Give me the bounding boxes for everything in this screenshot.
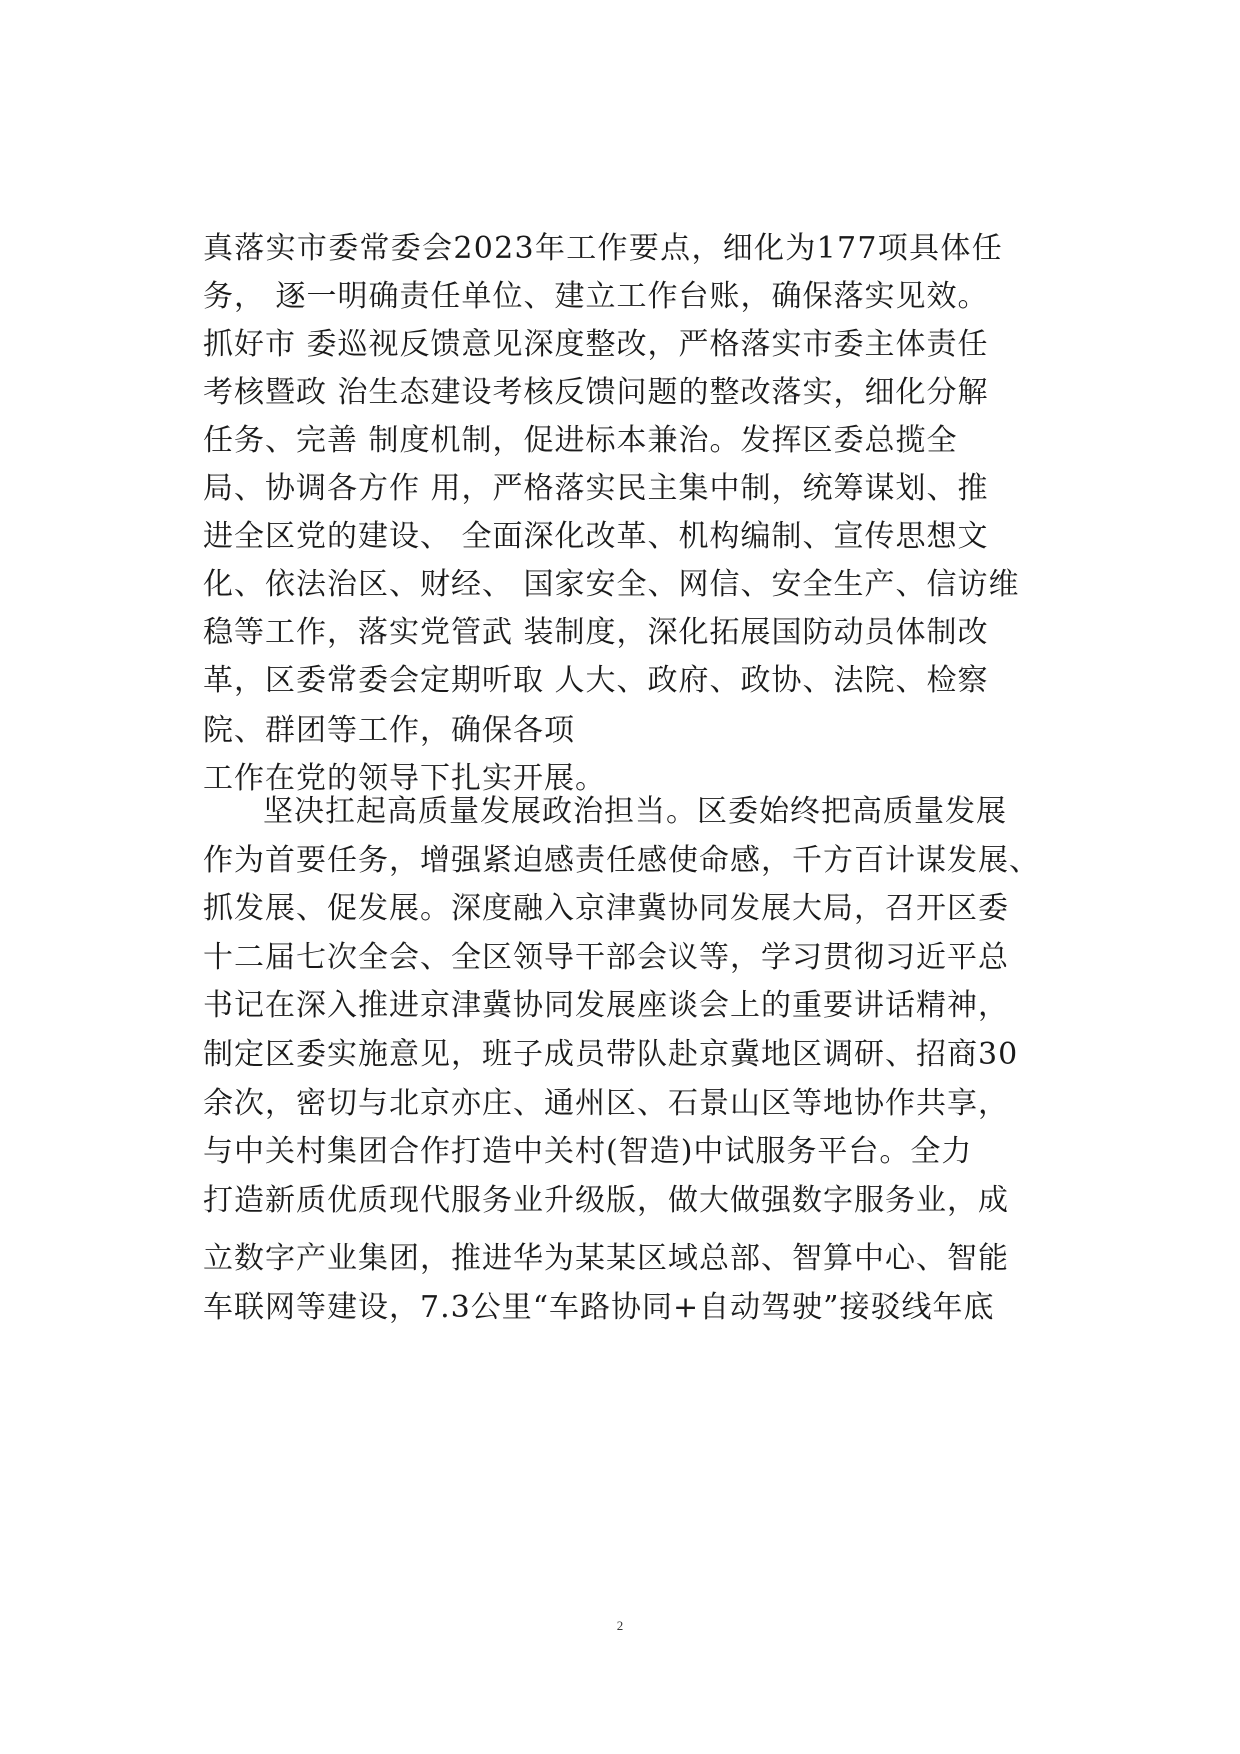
text-line: 立数字产业集团，推进华为某某区域总部、智算中心、智能: [203, 1241, 1009, 1277]
paragraph-2: [203, 788, 1083, 1333]
text-line: 局、协调各方作 用，严格落实民主集中制，统筹谋划、推: [203, 471, 989, 506]
text-line: 考核暨政 治生态建设考核反馈问题的整改落实，细化分解: [203, 375, 989, 410]
text-line: 工作在党的领导下扎实开展。: [203, 761, 606, 796]
text-line: 制定区委实施意见，班子成员带队赴京冀地区调研、招商30: [203, 1036, 1019, 1072]
text-line: 坚决扛起高质量发展政治担当。区委始终把高质量发展: [263, 794, 1007, 829]
paragraph-1: [203, 225, 1083, 803]
text-line: 务， 逐一明确责任单位、建立工作台账，确保落实见效。: [203, 279, 989, 314]
text-line: 余次，密切与北京亦庄、通州区、石景山区等地协作共享，: [203, 1085, 1009, 1121]
text-line: 化、依法治区、财经、 国家安全、网信、安全生产、信访维: [203, 567, 1020, 602]
text-line: 进全区党的建设、 全面深化改革、机构编制、宣传思想文: [203, 519, 989, 554]
text-line: 书记在深入推进京津冀协同发展座谈会上的重要讲话精神，: [203, 988, 1009, 1024]
text-line: 车联网等建设，7.3公里“车路协同+自动驾驶”接驳线年底: [203, 1289, 995, 1325]
text-line: 院、群团等工作，确保各项: [203, 713, 575, 748]
text-line: 稳等工作，落实党管武 装制度，深化拓展国防动员体制改: [203, 615, 989, 650]
text-line: 任务、完善 制度机制，促进标本兼治。发挥区委总揽全: [203, 423, 958, 458]
page-number: 2: [616, 1618, 624, 1633]
text-line: 与中关村集团合作打造中关村(智造)中试服务平台。全力: [203, 1134, 973, 1170]
text-line: 十二届七次全会、全区领导干部会议等，学习贯彻习近平总: [203, 939, 1009, 975]
text-line: 抓好市 委巡视反馈意见深度整改，严格落实市委主体责任: [203, 327, 989, 362]
text-line: 革，区委常委会定期听取 人大、政府、政协、法院、检察: [203, 663, 989, 698]
text-line: 真落实市委常委会2023年工作要点，细化为177项具体任: [203, 231, 1004, 266]
text-line: 作为首要任务，增强紧迫感责任感使命感，千方百计谋发展、: [203, 842, 1040, 878]
text-line: 抓发展、促发展。深度融入京津冀协同发展大局，召开区委: [203, 891, 1009, 927]
text-line: 打造新质优质现代服务业升级版，做大做强数字服务业，成: [203, 1182, 1009, 1218]
